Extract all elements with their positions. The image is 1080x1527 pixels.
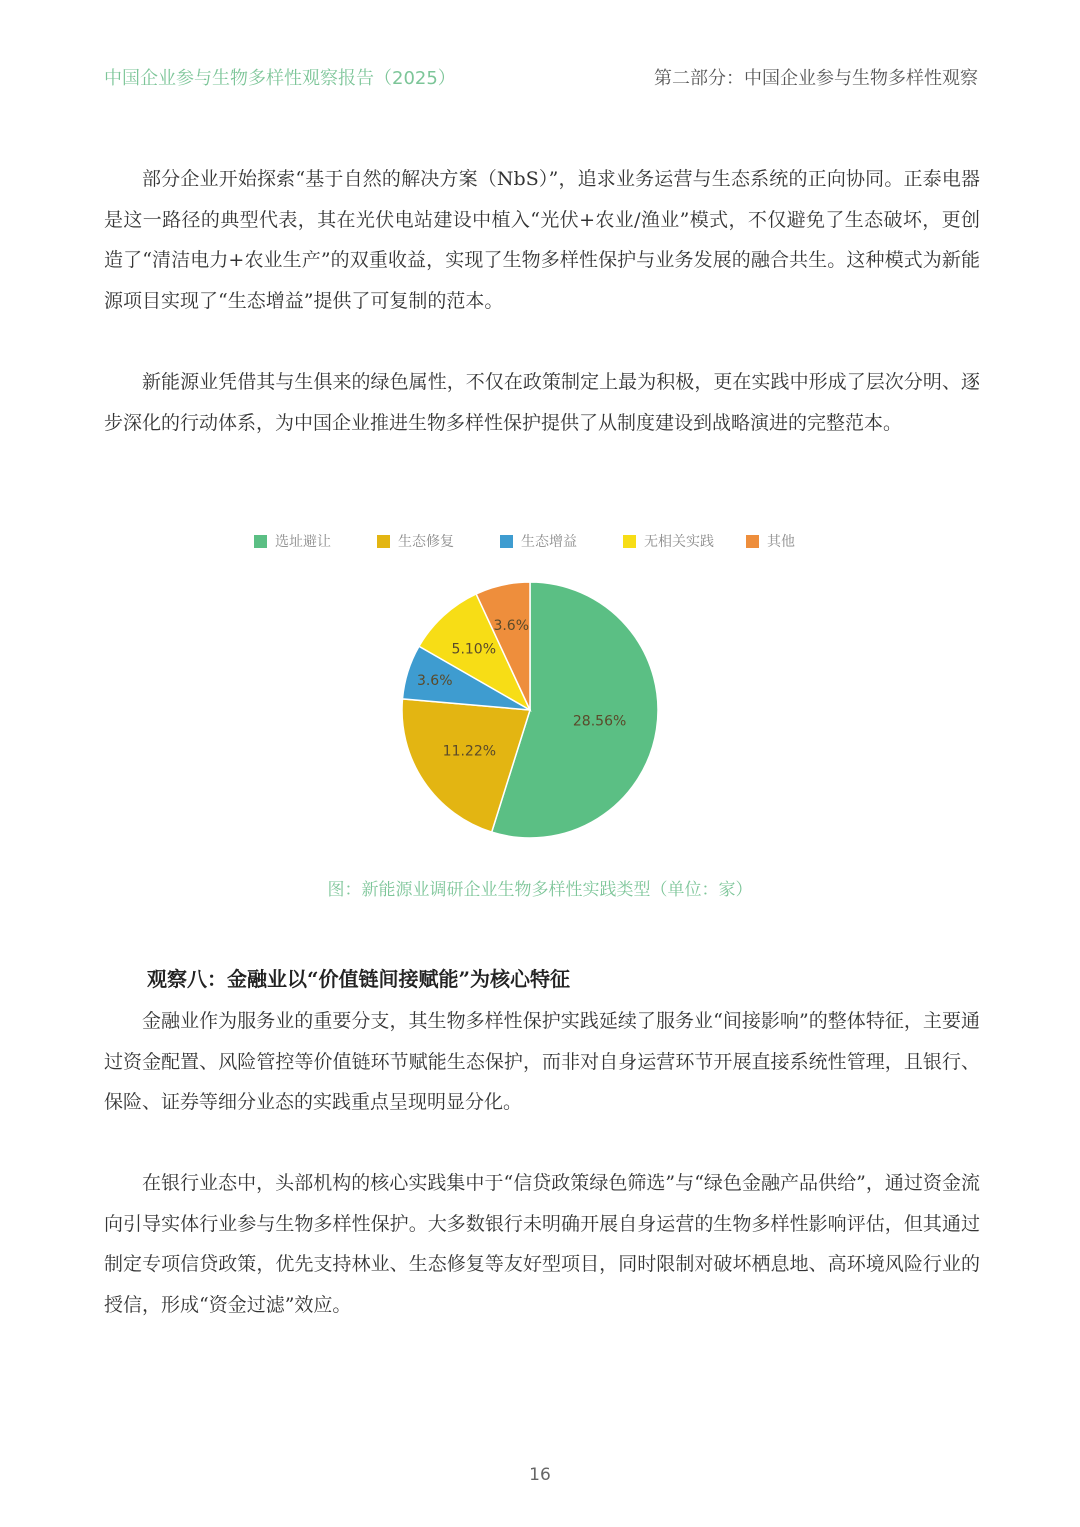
legend-item-other: [746, 531, 795, 551]
section-header: 第二部分：中国企业参与生物多样性观察: [654, 68, 978, 89]
page-number: 16: [529, 1465, 551, 1485]
report-title-header: 中国企业参与生物多样性观察报告（2025）: [104, 68, 456, 89]
legend-swatch: [377, 535, 390, 548]
legend-label: 无相关实践: [644, 534, 714, 550]
chart-caption: 图：新能源业调研企业生物多样性实践类型（单位：家）: [327, 880, 753, 900]
paragraph-new-energy: 新能源业凭借其与生俱来的绿色属性，不仅在政策制定上最为积极，更在实践中形成了层次分明、逐步深化的行动体系，为中国企业推进生物多样性保护提供了从制度建设到战略演进的完整范本。: [104, 371, 980, 434]
legend-item-site-avoidance: [254, 531, 331, 551]
paragraph-banking: 在银行业态中，头部机构的核心实践集中于“信贷政策绿色筛选”与“绿色金融产品供给”，通过资金流向引导实体行业参与生物多样性保护。大多数银行未明确开展自身运营的生物多样性影响评估，但其通过制定专项信贷政策，优先支持林业、生态修复等友好型项目，同时限制对破坏栖息地、高环境风险行业的授信，形成“资金过滤”效应。: [104, 1172, 980, 1316]
chart-legend: [0, 531, 1080, 553]
paragraph-nbs: 部分企业开始探索“基于自然的解决方案（NbS）”，追求业务运营与生态系统的正向协同。正泰电器是这一路径的典型代表，其在光伏电站建设中植入“光伏+农业/渔业”模式，不仅避免了生态破坏，更创造了“清洁电力+农业生产”的双重收益，实现了生物多样性保护与业务发展的融合共生。这种模式为新能源项目实现了“生态增益”提供了可复制的范本。: [104, 168, 980, 312]
legend-label: 生态增益: [521, 534, 577, 550]
slice-value-label: 3.6%: [416, 673, 453, 690]
slice-value-label: 5.10%: [451, 641, 497, 658]
legend-swatch: [254, 535, 267, 548]
legend-item-no-practice: [623, 531, 714, 551]
slice-value-label: 28.56%: [572, 713, 627, 730]
slice-value-label: 11.22%: [442, 743, 497, 760]
legend-swatch: [623, 535, 636, 548]
slice-value-label: 3.6%: [493, 618, 530, 635]
legend-swatch: [500, 535, 513, 548]
legend-label: 其他: [767, 534, 795, 550]
pie-chart-svg: [398, 578, 662, 842]
legend-label: 选址避让: [275, 534, 331, 550]
legend-item-gain: [500, 531, 577, 551]
section-title: 观察八：金融业以“价值链间接赋能”为核心特征: [147, 967, 571, 991]
paragraph-finance: 金融业作为服务业的重要分支，其生物多样性保护实践延续了服务业“间接影响”的整体特征，主要通过资金配置、风险管控等价值链环节赋能生态保护，而非对自身运营环节开展直接系统性管理，且银行、保险、证券等细分业态的实践重点呈现明显分化。: [104, 1010, 980, 1113]
legend-label: 生态修复: [398, 534, 454, 550]
pie-chart: [398, 578, 662, 842]
legend-item-restoration: [377, 531, 454, 551]
legend-swatch: [746, 535, 759, 548]
